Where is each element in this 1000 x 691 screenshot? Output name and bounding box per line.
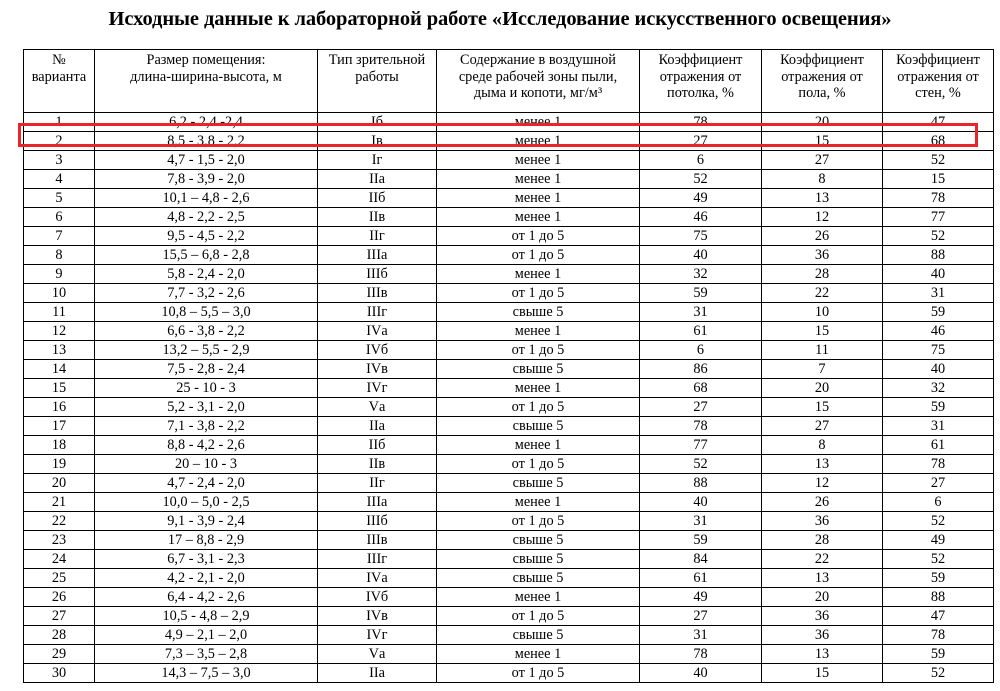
dust-content-cell: свыше 5 (437, 626, 640, 645)
dust-content-cell: от 1 до 5 (437, 284, 640, 303)
header-line: отражения от (659, 68, 742, 85)
work-type-cell: IIIг (318, 303, 437, 322)
variant-number-cell: 2 (24, 132, 95, 151)
room-size-cell: 4,7 - 1,5 - 2,0 (95, 151, 318, 170)
table-row (24, 170, 994, 189)
variant-number-cell: 29 (24, 645, 95, 664)
dust-content-cell: от 1 до 5 (437, 455, 640, 474)
work-type-cell: IIа (318, 417, 437, 436)
floor-reflection-cell: 13 (762, 455, 883, 474)
floor-reflection-cell: 10 (762, 303, 883, 322)
wall-reflection-cell: 78 (883, 626, 994, 645)
ceiling-reflection-cell: 6 (640, 151, 762, 170)
ceiling-reflection-cell: 27 (640, 607, 762, 626)
header-dust-content (437, 50, 640, 113)
variant-number-cell: 18 (24, 436, 95, 455)
room-size-cell: 6,7 - 3,1 - 2,3 (95, 550, 318, 569)
wall-reflection-cell: 31 (883, 284, 994, 303)
ceiling-reflection-cell: 52 (640, 170, 762, 189)
wall-reflection-cell: 52 (883, 227, 994, 246)
table-row (24, 341, 994, 360)
variant-number-cell: 15 (24, 379, 95, 398)
wall-reflection-cell: 68 (883, 132, 994, 151)
header-wall-reflection (883, 50, 994, 113)
table-row (24, 550, 994, 569)
table-row (24, 607, 994, 626)
room-size-cell: 9,1 - 3,9 - 2,4 (95, 512, 318, 531)
variant-number-cell: 5 (24, 189, 95, 208)
wall-reflection-cell: 88 (883, 246, 994, 265)
variant-number-cell: 12 (24, 322, 95, 341)
variant-number-cell: 16 (24, 398, 95, 417)
floor-reflection-cell: 36 (762, 607, 883, 626)
dust-content-cell: свыше 5 (437, 474, 640, 493)
variant-number-cell: 19 (24, 455, 95, 474)
room-size-cell: 10,8 – 5,5 – 3,0 (95, 303, 318, 322)
floor-reflection-cell: 28 (762, 265, 883, 284)
variant-number-cell: 8 (24, 246, 95, 265)
work-type-cell: IIIв (318, 284, 437, 303)
work-type-cell: Iб (318, 113, 437, 132)
room-size-cell: 10,1 – 4,8 - 2,6 (95, 189, 318, 208)
floor-reflection-cell: 15 (762, 132, 883, 151)
wall-reflection-cell: 78 (883, 189, 994, 208)
header-room-size (95, 50, 318, 113)
dust-content-cell: от 1 до 5 (437, 398, 640, 417)
table-row (24, 493, 994, 512)
ceiling-reflection-cell: 49 (640, 588, 762, 607)
ceiling-reflection-cell: 78 (640, 113, 762, 132)
ceiling-reflection-cell: 59 (640, 531, 762, 550)
floor-reflection-cell: 20 (762, 379, 883, 398)
table-row (24, 417, 994, 436)
dust-content-cell: менее 1 (437, 170, 640, 189)
variants-table (23, 49, 994, 683)
floor-reflection-cell: 26 (762, 493, 883, 512)
room-size-cell: 7,7 - 3,2 - 2,6 (95, 284, 318, 303)
dust-content-cell: от 1 до 5 (437, 246, 640, 265)
room-size-cell: 6,6 - 3,8 - 2,2 (95, 322, 318, 341)
floor-reflection-cell: 36 (762, 626, 883, 645)
wall-reflection-cell: 52 (883, 664, 994, 683)
floor-reflection-cell: 11 (762, 341, 883, 360)
ceiling-reflection-cell: 49 (640, 189, 762, 208)
table-row (24, 284, 994, 303)
ceiling-reflection-cell: 27 (640, 132, 762, 151)
room-size-cell: 4,2 - 2,1 - 2,0 (95, 569, 318, 588)
wall-reflection-cell: 15 (883, 170, 994, 189)
work-type-cell: Iв (318, 132, 437, 151)
header-line: Коэффициент (780, 52, 864, 68)
floor-reflection-cell: 13 (762, 189, 883, 208)
header-line: длина-ширина-высота, м (130, 68, 282, 85)
work-type-cell: Iг (318, 151, 437, 170)
floor-reflection-cell: 22 (762, 284, 883, 303)
table-row (24, 569, 994, 588)
table-row (24, 303, 994, 322)
document-title: Исходные данные к лабораторной работе «Исследование искусственного освещения» (108, 8, 892, 30)
dust-content-cell: от 1 до 5 (437, 607, 640, 626)
floor-reflection-cell: 20 (762, 588, 883, 607)
variant-number-cell: 28 (24, 626, 95, 645)
dust-content-cell: менее 1 (437, 493, 640, 512)
dust-content-cell: менее 1 (437, 588, 640, 607)
wall-reflection-cell: 78 (883, 455, 994, 474)
table-row (24, 322, 994, 341)
work-type-cell: IVа (318, 322, 437, 341)
room-size-cell: 9,5 - 4,5 - 2,2 (95, 227, 318, 246)
room-size-cell: 10,5 - 4,8 – 2,9 (95, 607, 318, 626)
work-type-cell: IIIб (318, 265, 437, 284)
work-type-cell: IVб (318, 588, 437, 607)
variant-number-cell: 14 (24, 360, 95, 379)
variant-number-cell: 23 (24, 531, 95, 550)
floor-reflection-cell: 22 (762, 550, 883, 569)
header-line: пола, % (798, 85, 846, 101)
work-type-cell: IIа (318, 664, 437, 683)
floor-reflection-cell: 13 (762, 569, 883, 588)
ceiling-reflection-cell: 46 (640, 208, 762, 227)
ceiling-reflection-cell: 40 (640, 664, 762, 683)
work-type-cell: IIIа (318, 493, 437, 512)
table-row (24, 151, 994, 170)
table-row (24, 265, 994, 284)
dust-content-cell: свыше 5 (437, 360, 640, 379)
variant-number-cell: 17 (24, 417, 95, 436)
wall-reflection-cell: 77 (883, 208, 994, 227)
work-type-cell: IIв (318, 455, 437, 474)
wall-reflection-cell: 52 (883, 512, 994, 531)
work-type-cell: IVв (318, 607, 437, 626)
dust-content-cell: свыше 5 (437, 569, 640, 588)
floor-reflection-cell: 36 (762, 512, 883, 531)
room-size-cell: 13,2 – 5,5 - 2,9 (95, 341, 318, 360)
ceiling-reflection-cell: 78 (640, 645, 762, 664)
header-line: дыма и копоти, мг/м³ (473, 85, 603, 101)
floor-reflection-cell: 15 (762, 322, 883, 341)
room-size-cell: 5,8 - 2,4 - 2,0 (95, 265, 318, 284)
work-type-cell: IVв (318, 360, 437, 379)
ceiling-reflection-cell: 88 (640, 474, 762, 493)
work-type-cell: IIIб (318, 512, 437, 531)
header-line: Размер помещения: (146, 52, 266, 68)
room-size-cell: 7,3 – 3,5 – 2,8 (95, 645, 318, 664)
table-row (24, 379, 994, 398)
table-row (24, 474, 994, 493)
table-row (24, 227, 994, 246)
work-type-cell: IVб (318, 341, 437, 360)
floor-reflection-cell: 12 (762, 474, 883, 493)
header-line: работы (355, 68, 399, 85)
room-size-cell: 14,3 – 7,5 – 3,0 (95, 664, 318, 683)
room-size-cell: 25 - 10 - 3 (95, 379, 318, 398)
dust-content-cell: от 1 до 5 (437, 227, 640, 246)
table-row (24, 455, 994, 474)
header-line: Коэффициент (896, 52, 980, 68)
wall-reflection-cell: 52 (883, 151, 994, 170)
work-type-cell: IIIа (318, 246, 437, 265)
header-line: среде рабочей зоны пыли, (458, 68, 618, 85)
work-type-cell: IIб (318, 189, 437, 208)
work-type-cell: IIв (318, 208, 437, 227)
room-size-cell: 6,4 - 4,2 - 2,6 (95, 588, 318, 607)
work-type-cell: Vа (318, 645, 437, 664)
variant-number-cell: 9 (24, 265, 95, 284)
room-size-cell: 10,0 – 5,0 - 2,5 (95, 493, 318, 512)
ceiling-reflection-cell: 78 (640, 417, 762, 436)
variant-number-cell: 6 (24, 208, 95, 227)
table-row (24, 512, 994, 531)
header-variant-number (24, 50, 95, 113)
ceiling-reflection-cell: 40 (640, 493, 762, 512)
dust-content-cell: свыше 5 (437, 303, 640, 322)
table-body (24, 113, 994, 683)
floor-reflection-cell: 13 (762, 645, 883, 664)
variant-number-cell: 11 (24, 303, 95, 322)
ceiling-reflection-cell: 31 (640, 512, 762, 531)
floor-reflection-cell: 15 (762, 398, 883, 417)
header-visual-work-type (318, 50, 437, 113)
floor-reflection-cell: 12 (762, 208, 883, 227)
room-size-cell: 4,8 - 2,2 - 2,5 (95, 208, 318, 227)
ceiling-reflection-cell: 31 (640, 303, 762, 322)
dust-content-cell: свыше 5 (437, 531, 640, 550)
header-line: № (52, 52, 66, 68)
dust-content-cell: от 1 до 5 (437, 664, 640, 683)
ceiling-reflection-cell: 86 (640, 360, 762, 379)
variant-number-cell: 13 (24, 341, 95, 360)
table-row (24, 588, 994, 607)
floor-reflection-cell: 36 (762, 246, 883, 265)
wall-reflection-cell: 61 (883, 436, 994, 455)
dust-content-cell: менее 1 (437, 645, 640, 664)
room-size-cell: 4,9 – 2,1 – 2,0 (95, 626, 318, 645)
ceiling-reflection-cell: 31 (640, 626, 762, 645)
header-line: Тип зрительной (328, 52, 426, 68)
wall-reflection-cell: 6 (883, 493, 994, 512)
header-row (24, 50, 994, 113)
variant-number-cell: 25 (24, 569, 95, 588)
variant-number-cell: 4 (24, 170, 95, 189)
header-line: отражения от (897, 68, 979, 85)
table-row (24, 436, 994, 455)
room-size-cell: 6,2 - 2,4 -2,4 (95, 113, 318, 132)
ceiling-reflection-cell: 75 (640, 227, 762, 246)
table-row (24, 531, 994, 550)
wall-reflection-cell: 59 (883, 645, 994, 664)
table-row (24, 132, 994, 151)
variant-number-cell: 27 (24, 607, 95, 626)
floor-reflection-cell: 27 (762, 151, 883, 170)
work-type-cell: Vа (318, 398, 437, 417)
variant-number-cell: 10 (24, 284, 95, 303)
room-size-cell: 4,7 - 2,4 - 2,0 (95, 474, 318, 493)
variant-number-cell: 1 (24, 113, 95, 132)
work-type-cell: IIа (318, 170, 437, 189)
wall-reflection-cell: 47 (883, 113, 994, 132)
floor-reflection-cell: 8 (762, 170, 883, 189)
header-floor-reflection (762, 50, 883, 113)
room-size-cell: 7,1 - 3,8 - 2,2 (95, 417, 318, 436)
variant-number-cell: 24 (24, 550, 95, 569)
room-size-cell: 17 – 8,8 - 2,9 (95, 531, 318, 550)
ceiling-reflection-cell: 32 (640, 265, 762, 284)
floor-reflection-cell: 15 (762, 664, 883, 683)
work-type-cell: IIг (318, 227, 437, 246)
variant-number-cell: 20 (24, 474, 95, 493)
dust-content-cell: менее 1 (437, 113, 640, 132)
wall-reflection-cell: 31 (883, 417, 994, 436)
header-line: Содержание в воздушной (460, 52, 616, 68)
header-ceiling-reflection (640, 50, 762, 113)
table-row (24, 246, 994, 265)
work-type-cell: IIг (318, 474, 437, 493)
dust-content-cell: менее 1 (437, 436, 640, 455)
ceiling-reflection-cell: 27 (640, 398, 762, 417)
table-row (24, 398, 994, 417)
table-row (24, 645, 994, 664)
wall-reflection-cell: 59 (883, 398, 994, 417)
wall-reflection-cell: 59 (883, 303, 994, 322)
header-line: отражения от (781, 68, 863, 85)
variant-number-cell: 22 (24, 512, 95, 531)
ceiling-reflection-cell: 68 (640, 379, 762, 398)
room-size-cell: 8,5 - 3,8 - 2,2 (95, 132, 318, 151)
variant-number-cell: 7 (24, 227, 95, 246)
dust-content-cell: от 1 до 5 (437, 341, 640, 360)
dust-content-cell: менее 1 (437, 189, 640, 208)
dust-content-cell: менее 1 (437, 151, 640, 170)
room-size-cell: 15,5 – 6,8 - 2,8 (95, 246, 318, 265)
floor-reflection-cell: 8 (762, 436, 883, 455)
dust-content-cell: менее 1 (437, 379, 640, 398)
ceiling-reflection-cell: 52 (640, 455, 762, 474)
header-line: потолка, % (667, 85, 734, 101)
dust-content-cell: менее 1 (437, 265, 640, 284)
variant-number-cell: 26 (24, 588, 95, 607)
room-size-cell: 5,2 - 3,1 - 2,0 (95, 398, 318, 417)
table-row (24, 189, 994, 208)
header-line: Коэффициент (658, 52, 743, 68)
wall-reflection-cell: 40 (883, 265, 994, 284)
wall-reflection-cell: 40 (883, 360, 994, 379)
room-size-cell: 7,5 - 2,8 - 2,4 (95, 360, 318, 379)
floor-reflection-cell: 20 (762, 113, 883, 132)
ceiling-reflection-cell: 6 (640, 341, 762, 360)
floor-reflection-cell: 28 (762, 531, 883, 550)
ceiling-reflection-cell: 84 (640, 550, 762, 569)
wall-reflection-cell: 27 (883, 474, 994, 493)
work-type-cell: IVг (318, 626, 437, 645)
header-line: варианта (31, 68, 87, 85)
table-row (24, 360, 994, 379)
dust-content-cell: от 1 до 5 (437, 512, 640, 531)
dust-content-cell: менее 1 (437, 208, 640, 227)
table-row (24, 626, 994, 645)
dust-content-cell: менее 1 (437, 322, 640, 341)
wall-reflection-cell: 75 (883, 341, 994, 360)
dust-content-cell: свыше 5 (437, 550, 640, 569)
room-size-cell: 7,8 - 3,9 - 2,0 (95, 170, 318, 189)
ceiling-reflection-cell: 61 (640, 569, 762, 588)
variant-number-cell: 3 (24, 151, 95, 170)
floor-reflection-cell: 7 (762, 360, 883, 379)
wall-reflection-cell: 46 (883, 322, 994, 341)
wall-reflection-cell: 59 (883, 569, 994, 588)
work-type-cell: IIб (318, 436, 437, 455)
work-type-cell: IVг (318, 379, 437, 398)
table-row (24, 664, 994, 683)
floor-reflection-cell: 27 (762, 417, 883, 436)
ceiling-reflection-cell: 77 (640, 436, 762, 455)
wall-reflection-cell: 88 (883, 588, 994, 607)
table-row (24, 208, 994, 227)
floor-reflection-cell: 26 (762, 227, 883, 246)
wall-reflection-cell: 52 (883, 550, 994, 569)
wall-reflection-cell: 32 (883, 379, 994, 398)
variant-number-cell: 21 (24, 493, 95, 512)
ceiling-reflection-cell: 59 (640, 284, 762, 303)
table-row (24, 113, 994, 132)
wall-reflection-cell: 49 (883, 531, 994, 550)
ceiling-reflection-cell: 40 (640, 246, 762, 265)
header-line: стен, % (915, 85, 961, 101)
room-size-cell: 8,8 - 4,2 - 2,6 (95, 436, 318, 455)
ceiling-reflection-cell: 61 (640, 322, 762, 341)
work-type-cell: IIIв (318, 531, 437, 550)
wall-reflection-cell: 47 (883, 607, 994, 626)
variant-number-cell: 30 (24, 664, 95, 683)
dust-content-cell: менее 1 (437, 132, 640, 151)
room-size-cell: 20 – 10 - 3 (95, 455, 318, 474)
work-type-cell: IVа (318, 569, 437, 588)
work-type-cell: IIIг (318, 550, 437, 569)
dust-content-cell: свыше 5 (437, 417, 640, 436)
